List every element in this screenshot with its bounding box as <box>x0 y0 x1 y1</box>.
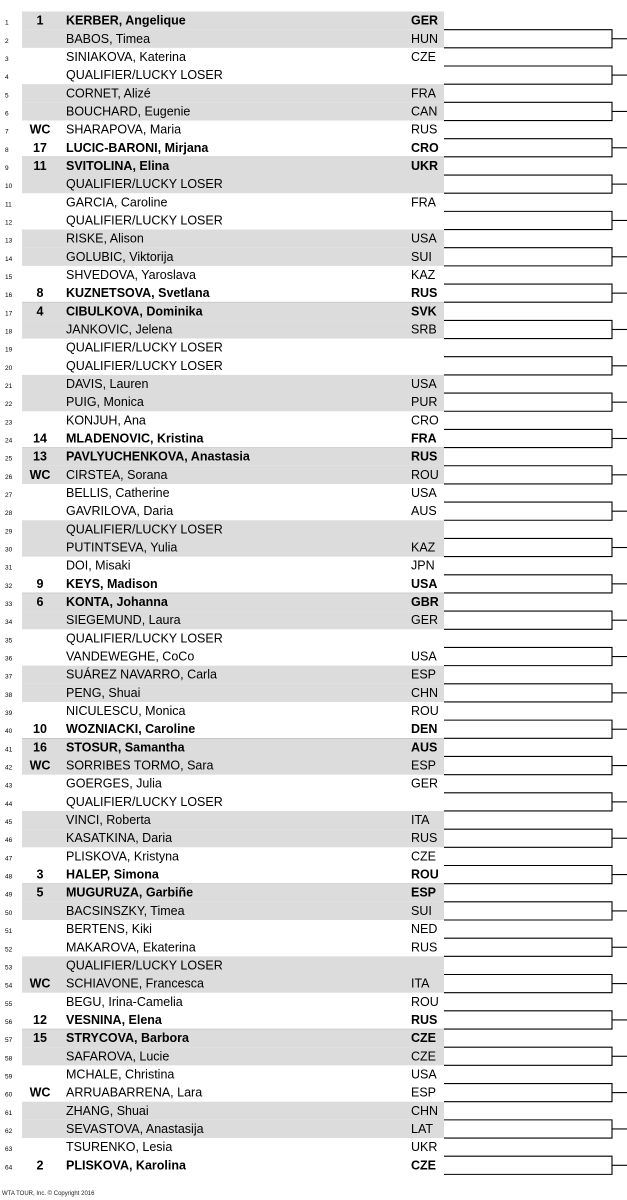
player-row <box>5 1158 436 1172</box>
player-name: MCHALE, Christina <box>66 1067 175 1082</box>
draw-position: 62 <box>5 1127 13 1135</box>
player-row <box>5 504 437 518</box>
bracket-line <box>444 429 612 447</box>
country-code: RUS <box>411 449 438 464</box>
player-name: QUALIFIER/LUCKY LOSER <box>66 958 223 973</box>
draw-position: 29 <box>5 528 13 536</box>
player-name: BACSINSZKY, Timea <box>66 903 185 918</box>
player-name: KEYS, Madison <box>66 576 158 591</box>
player-name: CORNET, Alizé <box>66 86 151 101</box>
bracket-line <box>444 684 612 702</box>
draw-position: 32 <box>5 582 13 590</box>
bracket-line <box>444 720 612 738</box>
draw-position: 18 <box>5 328 13 336</box>
bracket-line <box>444 1084 612 1102</box>
player-name: KONTA, Johanna <box>66 595 168 610</box>
player-name: ARRUABARRENA, Lara <box>66 1085 203 1100</box>
player-name: SVITOLINA, Elina <box>66 158 170 173</box>
player-name: STOSUR, Samantha <box>66 740 185 755</box>
player-row <box>5 413 439 427</box>
player-row <box>5 704 439 718</box>
draw-position: 3 <box>5 55 9 63</box>
player-row <box>5 995 439 1009</box>
draw-position: 35 <box>5 637 13 645</box>
draw-position: 34 <box>5 619 13 627</box>
draw-position: 4 <box>5 74 9 82</box>
draw-position: 51 <box>5 928 13 936</box>
player-name: BEGU, Irina-Camelia <box>66 994 183 1009</box>
player-name: DOI, Misaki <box>66 558 131 573</box>
player-name: BABOS, Timea <box>66 31 151 46</box>
player-name: GOLUBIC, Viktorija <box>66 249 174 264</box>
seed-label: 14 <box>33 431 47 446</box>
player-row <box>5 650 437 664</box>
country-code: UKR <box>411 158 439 173</box>
draw-position: 57 <box>5 1037 13 1045</box>
seed-label: 3 <box>36 867 44 882</box>
player-row <box>5 213 223 227</box>
draw-position: 25 <box>5 455 13 463</box>
country-code: RUS <box>411 1012 438 1027</box>
draw-position: 27 <box>5 492 13 500</box>
seed-label: 9 <box>36 576 44 591</box>
bracket-lines <box>444 30 627 1175</box>
bracket-line <box>444 793 612 811</box>
bracket-line <box>444 1120 612 1138</box>
seed-label: WC <box>29 976 51 991</box>
player-name: NICULESCU, Monica <box>66 704 186 719</box>
seed-label: 10 <box>33 722 47 737</box>
country-code: GER <box>411 613 439 628</box>
country-code: USA <box>411 486 437 501</box>
player-row <box>5 777 438 791</box>
draw-position: 28 <box>5 510 13 518</box>
draw-position: 42 <box>5 764 13 772</box>
country-code: AUS <box>411 740 438 755</box>
player-name: QUALIFIER/LUCKY LOSER <box>66 177 223 192</box>
country-code: GER <box>411 13 439 28</box>
draw-position: 60 <box>5 1091 13 1099</box>
country-code: KAZ <box>411 540 436 555</box>
country-code: USA <box>411 1067 437 1082</box>
seed-label: 8 <box>36 286 44 301</box>
draw-position: 1 <box>5 19 9 27</box>
player-name: SHARAPOVA, Maria <box>66 122 182 137</box>
player-row <box>5 50 436 64</box>
player-name: QUALIFIER/LUCKY LOSER <box>66 68 223 83</box>
bracket-line <box>444 538 612 556</box>
country-code: SUI <box>411 903 432 918</box>
bracket-line <box>444 647 612 665</box>
player-name: GAVRILOVA, Daria <box>66 504 174 519</box>
draw-position: 31 <box>5 564 13 572</box>
player-name: SCHIAVONE, Francesca <box>66 976 205 991</box>
seed-label: 11 <box>33 158 47 173</box>
country-code: RUS <box>411 831 438 846</box>
bracket-line <box>444 357 612 375</box>
country-code: GBR <box>411 595 439 610</box>
draw-position: 22 <box>5 401 13 409</box>
draw-position: 55 <box>5 1000 13 1008</box>
player-name: BERTENS, Kiki <box>66 922 152 937</box>
draw-position: 50 <box>5 909 13 917</box>
player-row <box>5 1086 436 1100</box>
country-code: AUS <box>411 504 437 519</box>
country-code: SRB <box>411 322 437 337</box>
draw-position: 15 <box>5 273 13 281</box>
country-code: RUS <box>411 122 438 137</box>
country-code: CHN <box>411 685 439 700</box>
player-row <box>5 722 437 736</box>
country-code: KAZ <box>411 267 436 282</box>
country-code: CRO <box>411 413 439 428</box>
player-row <box>5 1013 437 1027</box>
country-code: ITA <box>411 976 430 991</box>
country-code: USA <box>411 376 437 391</box>
draw-position: 54 <box>5 982 13 990</box>
player-name: SEVASTOVA, Anastasija <box>66 1121 204 1136</box>
country-code: ESP <box>411 758 437 773</box>
player-name: JANKOVIC, Jelena <box>66 322 173 337</box>
draw-position: 53 <box>5 964 13 972</box>
seed-label: 2 <box>36 1158 44 1173</box>
bracket-line <box>444 611 612 629</box>
draw-position: 44 <box>5 800 13 808</box>
player-name: PLISKOVA, Kristyna <box>66 849 180 864</box>
player-row <box>5 268 436 282</box>
seed-label: 4 <box>36 304 44 319</box>
bracket-line <box>444 1011 612 1029</box>
country-code: FRA <box>411 195 436 210</box>
player-name: SIEGEMUND, Laura <box>66 613 181 628</box>
country-code: CZE <box>411 49 436 64</box>
country-code: ESP <box>411 1085 437 1100</box>
seed-label: WC <box>29 122 51 137</box>
player-name: QUALIFIER/LUCKY LOSER <box>66 794 223 809</box>
bracket-line <box>444 139 612 157</box>
player-name: PAVLYUCHENKOVA, Anastasia <box>66 449 250 464</box>
draw-position: 36 <box>5 655 13 663</box>
draw-position: 14 <box>5 255 13 263</box>
player-name: STRYCOVA, Barbora <box>66 1031 189 1046</box>
country-code: ROU <box>411 867 439 882</box>
draw-position: 12 <box>5 219 13 227</box>
draw-position: 56 <box>5 1018 13 1026</box>
draw-position: 21 <box>5 382 13 390</box>
player-name: ZHANG, Shuai <box>66 1103 149 1118</box>
seed-label: 15 <box>33 1031 47 1046</box>
country-code: USA <box>411 649 437 664</box>
country-code: FRA <box>411 431 437 446</box>
player-row <box>5 631 223 645</box>
player-name: QUALIFIER/LUCKY LOSER <box>66 340 223 355</box>
player-name: TSURENKO, Lesia <box>66 1140 173 1155</box>
bracket-line <box>444 756 612 774</box>
draw-position: 39 <box>5 710 13 718</box>
player-row <box>5 922 437 936</box>
country-code: DEN <box>411 722 438 737</box>
draw-position: 61 <box>5 1109 13 1117</box>
bracket-line <box>444 938 612 956</box>
player-row <box>5 286 437 300</box>
seed-label: 1 <box>36 13 44 28</box>
country-code: SUI <box>411 249 432 264</box>
player-name: QUALIFIER/LUCKY LOSER <box>66 522 223 537</box>
player-name: GARCIA, Caroline <box>66 195 168 210</box>
country-code: USA <box>411 231 437 246</box>
draw-position: 45 <box>5 819 13 827</box>
seed-label: WC <box>29 1085 51 1100</box>
country-code: ESP <box>411 885 437 900</box>
bracket-line <box>444 248 612 266</box>
player-name: SUÁREZ NAVARRO, Carla <box>66 667 217 682</box>
bracket-line <box>444 829 612 847</box>
player-name: BOUCHARD, Eugenie <box>66 104 191 119</box>
player-name: SORRIBES TORMO, Sara <box>66 758 214 773</box>
draw-position: 2 <box>5 37 9 45</box>
player-name: CIRSTEA, Sorana <box>66 467 168 482</box>
country-code: UKR <box>411 1140 438 1155</box>
player-name: SHVEDOVA, Yaroslava <box>66 267 196 282</box>
bracket-line <box>444 211 612 229</box>
player-name: SINIAKOVA, Katerina <box>66 49 186 64</box>
player-name: QUALIFIER/LUCKY LOSER <box>66 358 223 373</box>
bracket-line <box>444 975 612 993</box>
player-name: KASATKINA, Daria <box>66 831 173 846</box>
bracket-line <box>444 393 612 411</box>
draw-position: 7 <box>5 128 9 136</box>
draw-position: 38 <box>5 691 13 699</box>
player-row <box>5 486 437 500</box>
draw-position: 37 <box>5 673 13 681</box>
bracket-line <box>444 466 612 484</box>
bracket-line <box>444 502 612 520</box>
bracket-line <box>444 575 612 593</box>
draw-position: 11 <box>5 201 12 209</box>
country-code: JPN <box>411 558 435 573</box>
player-name: PENG, Shuai <box>66 685 141 700</box>
draw-position: 43 <box>5 782 13 790</box>
country-code: NED <box>411 922 438 937</box>
draw-position: 23 <box>5 419 13 427</box>
copyright-footer: WTA TOUR, Inc. © Copyright 2016 <box>2 1191 95 1197</box>
player-row <box>5 577 437 591</box>
seed-label: 13 <box>33 449 47 464</box>
country-code: CZE <box>411 849 436 864</box>
draw-position: 10 <box>5 183 13 191</box>
seed-label: 16 <box>33 740 47 755</box>
player-name: KUZNETSOVA, Svetlana <box>66 286 210 301</box>
player-name: QUALIFIER/LUCKY LOSER <box>66 631 223 646</box>
player-row <box>5 559 435 573</box>
country-code: CRO <box>411 140 439 155</box>
player-row <box>5 141 439 155</box>
player-name: SAFAROVA, Lucie <box>66 1049 170 1064</box>
seed-label: 6 <box>36 595 44 610</box>
country-code: HUN <box>411 31 439 46</box>
country-code: CZE <box>411 1031 436 1046</box>
player-name: VINCI, Roberta <box>66 813 151 828</box>
draw-position: 19 <box>5 346 13 354</box>
country-code: USA <box>411 576 438 591</box>
draw-position: 59 <box>5 1073 13 1081</box>
country-code: ROU <box>411 467 439 482</box>
seed-label: 17 <box>33 140 47 155</box>
country-code: CZE <box>411 1158 436 1173</box>
player-name: HALEP, Simona <box>66 867 159 882</box>
country-code: RUS <box>411 286 438 301</box>
draw-position: 24 <box>5 437 13 445</box>
draw-position: 20 <box>5 364 13 372</box>
player-name: MUGURUZA, Garbiñe <box>66 885 194 900</box>
country-code: ITA <box>411 813 430 828</box>
player-name: WOZNIACKI, Caroline <box>66 722 196 737</box>
bracket-line <box>444 284 612 302</box>
draw-position: 63 <box>5 1146 13 1154</box>
player-name: GOERGES, Julia <box>66 776 162 791</box>
player-name: DAVIS, Lauren <box>66 376 149 391</box>
player-name: QUALIFIER/LUCKY LOSER <box>66 213 223 228</box>
draw-position: 52 <box>5 946 13 954</box>
seed-label: 5 <box>36 885 44 900</box>
country-code: GER <box>411 776 439 791</box>
player-name: MLADENOVIC, Kristina <box>66 431 204 446</box>
player-name: VESNINA, Elena <box>66 1012 162 1027</box>
bracket-line <box>444 66 612 84</box>
player-row <box>5 868 439 882</box>
draw-position: 26 <box>5 473 13 481</box>
country-code: SVK <box>411 304 437 319</box>
draw-position: 8 <box>5 146 9 154</box>
player-row <box>5 795 223 809</box>
bracket-line <box>444 902 612 920</box>
draw-position: 5 <box>5 92 9 100</box>
draw-position: 47 <box>5 855 13 863</box>
country-code: CZE <box>411 1049 436 1064</box>
player-name: VANDEWEGHE, CoCo <box>66 649 195 664</box>
player-row <box>5 1067 437 1081</box>
draw-position: 30 <box>5 546 13 554</box>
bracket-line <box>444 1156 612 1174</box>
bracket-line <box>444 175 612 193</box>
seed-label: WC <box>29 758 51 773</box>
bracket-line <box>444 865 612 883</box>
draw-position: 17 <box>5 310 13 318</box>
player-name: KONJUH, Ana <box>66 413 146 428</box>
player-row <box>5 123 437 137</box>
player-name: PUIG, Monica <box>66 395 144 410</box>
country-code: ROU <box>411 994 439 1009</box>
draw-position: 41 <box>5 746 13 754</box>
player-row <box>5 341 223 355</box>
draw-position: 40 <box>5 728 13 736</box>
bracket-line <box>444 320 612 338</box>
bracket-line <box>444 30 612 48</box>
country-code: ROU <box>411 704 439 719</box>
country-code: RUS <box>411 940 438 955</box>
draw-position: 64 <box>5 1164 13 1172</box>
player-row <box>5 940 437 954</box>
country-code: PUR <box>411 395 438 410</box>
seed-label: 12 <box>33 1012 47 1027</box>
draw-position: 49 <box>5 891 13 899</box>
draw-position: 6 <box>5 110 9 118</box>
draw-position: 58 <box>5 1055 13 1063</box>
player-name: PLISKOVA, Karolina <box>66 1158 186 1173</box>
country-code: LAT <box>411 1121 433 1136</box>
draw-position: 16 <box>5 292 13 300</box>
seed-label: WC <box>29 467 51 482</box>
player-name: BELLIS, Catherine <box>66 486 170 501</box>
country-code: CAN <box>411 104 438 119</box>
player-row <box>5 68 223 82</box>
player-name: KERBER, Angelique <box>66 13 186 28</box>
draw-position: 46 <box>5 837 13 845</box>
bracket-line <box>444 1047 612 1065</box>
player-name: PUTINTSEVA, Yulia <box>66 540 178 555</box>
player-row <box>5 1140 437 1154</box>
draw-position: 33 <box>5 601 13 609</box>
country-code: CHN <box>411 1103 439 1118</box>
player-name: CIBULKOVA, Dominika <box>66 304 203 319</box>
country-code: FRA <box>411 86 436 101</box>
player-name: RISKE, Alison <box>66 231 144 246</box>
draw-position: 9 <box>5 164 9 172</box>
player-row <box>5 849 436 863</box>
player-row <box>5 431 437 445</box>
draw-position: 48 <box>5 873 13 881</box>
country-code: ESP <box>411 667 437 682</box>
player-name: LUCIC-BARONI, Mirjana <box>66 140 209 155</box>
draw-position: 13 <box>5 237 13 245</box>
player-row <box>5 359 223 373</box>
bracket-line <box>444 102 612 120</box>
player-row <box>5 195 437 209</box>
player-name: MAKAROVA, Ekaterina <box>66 940 196 955</box>
